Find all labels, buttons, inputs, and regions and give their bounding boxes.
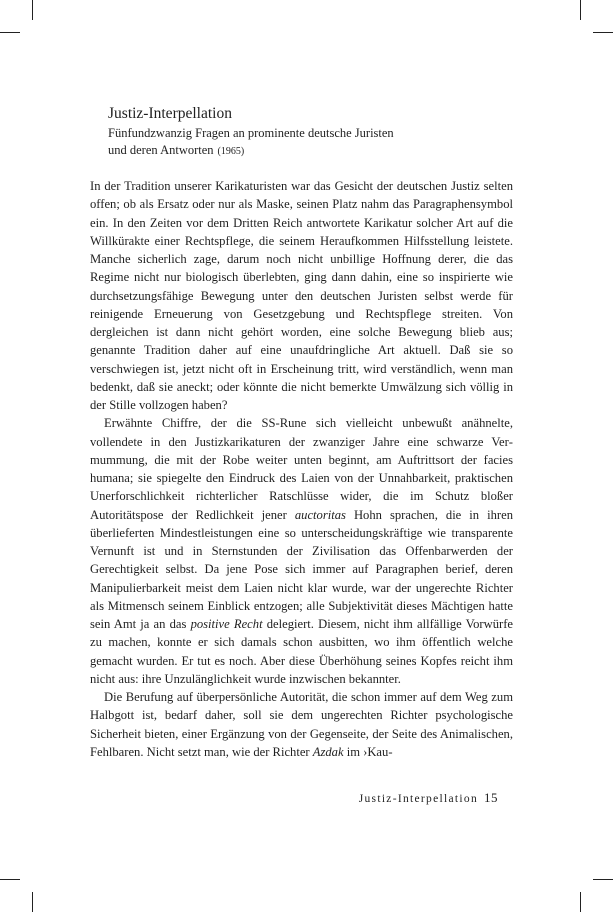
emphasis-azdak: Azdak xyxy=(312,744,344,759)
crop-mark-top-left-vertical xyxy=(32,0,33,20)
emphasis-auctoritas: auctoritas xyxy=(294,507,346,522)
page-footer xyxy=(359,790,498,806)
crop-mark-bottom-left-horizontal xyxy=(0,879,20,880)
crop-mark-top-right-horizontal xyxy=(593,32,613,33)
paragraph-2-part-c: delegiert. Diesem, nicht ihm allfällige Vorwürfe zu machen, konnte er sich damals schon ausbitten, wo ihm öffentlich welche gemacht wurden. Er tut es noch. Aber diese Überhöhung seines Kopfes reicht ihm nicht aus: ihre Unzulänglichkeit wurde inzwischen bekannter. xyxy=(90,617,513,686)
running-title: Justiz-Interpellation xyxy=(358,793,478,805)
chapter-year: (1965) xyxy=(217,146,245,157)
paragraph-1: In der Tradition unserer Karikaturisten war das Gesicht der deutschen Justiz selten offen; ob als Ersatz oder nur als Maske, seinen Platz nahm das Paragraphensymbol ein. In den Zeiten vor dem Dritten Reich antwortete Karikatur solcher Art auf die Willkürakte einer Rechtspflege, die seinem Heraufkommen Hilfsstellung leistete. Manche sicherlich zage, darum noch nicht unbillige Hoffnung derer, die das Regime nicht nur biologisch überlebten, ging dann dahin, eine so inspirierte wie durchsetzungsfähige Bewegung unter den deutschen Juristen selbst werde für reinigende Erneuerung von Gesetzgebung und Rechtspflege streiten. Von dergleichen ist dann nicht gehört worden, eine solche Bewegung blieb aus; genannte Tradition daher auf eine unaufdringliche Art aktuell. Daß sie so verschwiegen ist, jetzt nicht oft in Erscheinung tritt, wird verständlich, wenn man bedenkt, daß sie aneckt; oder könnte die nicht bemerkte Umwälzung sich völlig in der Stille vollzogen haben? xyxy=(90,179,513,412)
crop-mark-bottom-right-vertical xyxy=(580,892,581,912)
paragraph-3-part-a: Die Berufung auf überpersönliche Autorität, die schon immer auf dem Weg zum Halbgott ist, bedarf daher, soll sie dem ungerechten Richter psychologische Sicherheit bieten, einer Ergänzung von der Gegenseite, der Seite des Animalischen, Fehlbaren. Nicht setzt man, wie der Richter xyxy=(90,690,513,759)
paragraph-2 xyxy=(90,414,513,688)
paragraph-3-part-b: im ›Kau- xyxy=(343,744,393,759)
subtitle-text: Fünfundzwanzig Fragen an prominente deutsche Juristen und deren Antworten xyxy=(108,126,394,157)
chapter-subtitle xyxy=(108,125,408,160)
emphasis-positive-recht: positive Recht xyxy=(190,617,263,631)
paragraph-2-part-a: Erwähnte Chiffre, der die SS-Rune sich vielleicht unbewußt anähnelte, vollendete in den Justizkarikaturen der zwanziger Jahre eine schwarze Vermummung, die mit der Robe weiter unten beginnt, am Auftrittsort der facies humana; sie spiegelte den Eindruck des Laien von der Unnahbarkeit, praktischen Unerforschlichkeit richterlicher Ratschlüsse wider, die im Schutz bloßer Autoritätspose der Redlichkeit jener xyxy=(90,416,513,522)
paragraph-3 xyxy=(90,688,513,761)
crop-mark-bottom-right-horizontal xyxy=(593,879,613,880)
crop-mark-bottom-left-vertical xyxy=(32,892,33,912)
paragraph-2-part-b: Hohn sprachen, die in ihren überlieferten Mindestleistungen eine so unterscheidungskräftige wie transparente Vernunft ist und in Sternstunden der Zivilisation das Offenbarwerden der Gerechtigkeit selbst. Da jene Pose sich immer auf Paragraphen berief, deren Manipulierbarkeit meist dem Laien nicht klar wurde, war der ungerechte Richter als Mitmensch seinem Einblick entzogen; alle Subjektivität dieses Mächtigen hatte sein Amt ja an das xyxy=(90,507,513,631)
chapter-title: Justiz-Interpellation xyxy=(108,105,232,122)
body-text xyxy=(90,177,513,761)
crop-mark-top-right-vertical xyxy=(580,0,581,20)
crop-mark-top-left-horizontal xyxy=(0,32,20,33)
page-number: 15 xyxy=(484,790,498,805)
chapter-heading xyxy=(108,104,548,160)
